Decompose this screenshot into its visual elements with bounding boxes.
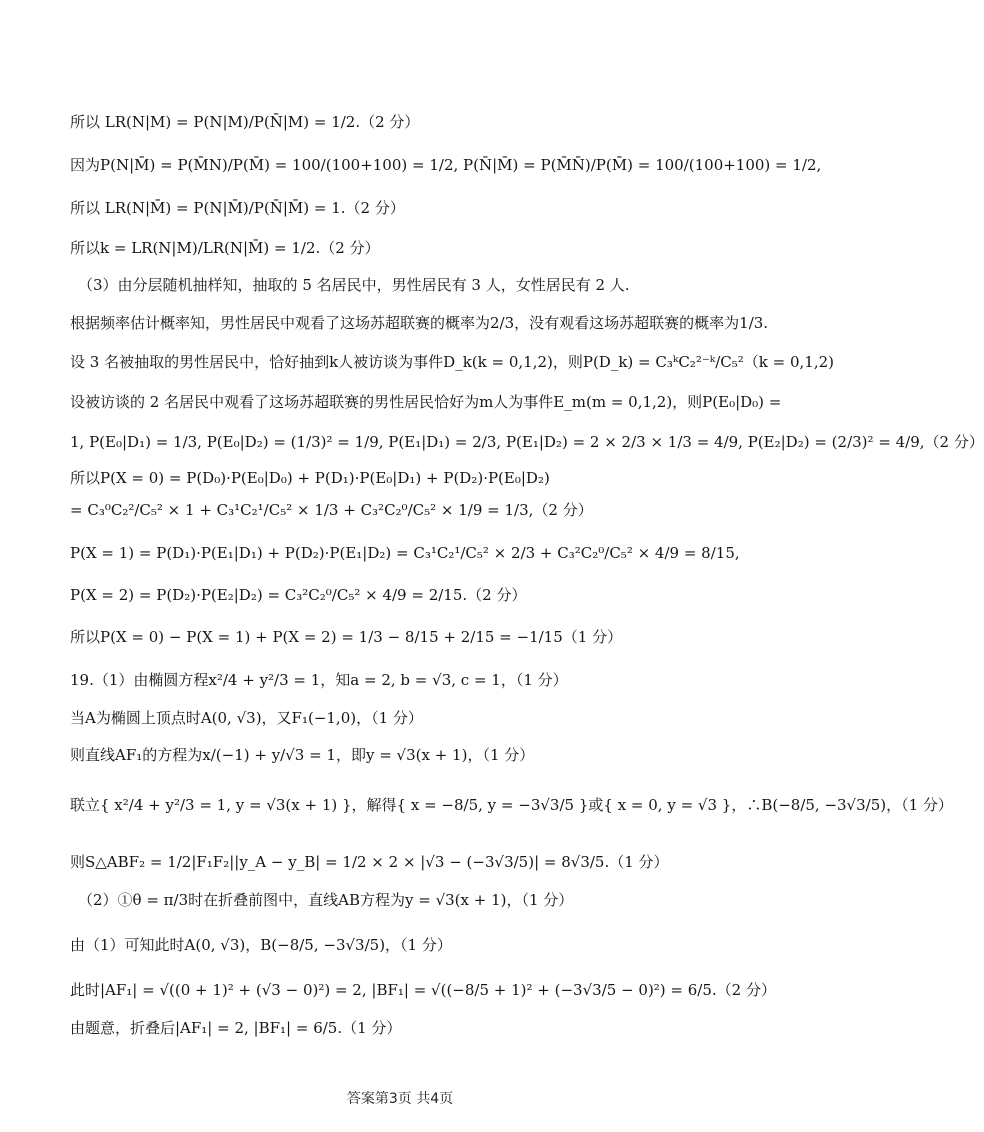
text-line: 所以k = LR(N|M)/LR(N|M̄) = 1/2.（2 分）: [70, 239, 380, 257]
text-line: 此时|AF₁| = √((0 + 1)² + (√3 − 0)²) = 2, |BF₁| = √((−8/5 + 1)² + (−3√3/5 − 0)²) = 6/5.（2 分）: [70, 981, 776, 999]
text-line: 根据频率估计概率知，男性居民中观看了这场苏超联赛的概率为2/3，没有观看这场苏超联赛的概率为1/3.: [70, 314, 769, 332]
text-line: 当A为椭圆上顶点时A(0, √3)，又F₁(−1,0)，（1 分）: [70, 709, 423, 727]
text-line: 所以P(X = 0) = P(D₀)·P(E₀|D₀) + P(D₁)·P(E₀|D₁) + P(D₂)·P(E₀|D₂): [70, 469, 550, 487]
text-line: 19.（1）由椭圆方程x²/4 + y²/3 = 1，知a = 2, b = √3, c = 1，（1 分）: [70, 671, 568, 689]
text-line: 则直线AF₁的方程为x/(−1) + y/√3 = 1，即y = √3(x + 1)，（1 分）: [70, 746, 535, 764]
text-line: 联立{ x²/4 + y²/3 = 1, y = √3(x + 1) }，解得{ x = −8/5, y = −3√3/5 }或{ x = 0, y = √3 }，∴B(−8/5, −3√3/5)，（1 分）: [70, 796, 953, 814]
text-line: 由（1）可知此时A(0, √3)，B(−8/5, −3√3/5)，（1 分）: [70, 936, 452, 954]
text-line: 1, P(E₀|D₁) = 1/3, P(E₀|D₂) = (1/3)² = 1/9, P(E₁|D₁) = 2/3, P(E₁|D₂) = 2 × 2/3 × 1/3 = 4/9, P(E₂|D₂) = (2/3)² = 4/9,（2 分）: [70, 433, 984, 451]
text-line: P(X = 2) = P(D₂)·P(E₂|D₂) = C₃²C₂⁰/C₅² × 4/9 = 2/15.（2 分）: [70, 586, 527, 604]
text-line: 所以 LR(N|M) = P(N|M)/P(N̄|M) = 1/2.（2 分）: [70, 113, 420, 131]
text-line: 设 3 名被抽取的男性居民中，恰好抽到k人被访谈为事件D_k(k = 0,1,2)，则P(D_k) = C₃ᵏC₂²⁻ᵏ/C₅²（k = 0,1,2): [70, 353, 834, 371]
text-line: （2）①θ = π/3时在折叠前图中，直线AB方程为y = √3(x + 1)，（1 分）: [78, 891, 574, 909]
text-line: 所以P(X = 0) − P(X = 1) + P(X = 2) = 1/3 − 8/15 + 2/15 = −1/15（1 分）: [70, 628, 623, 646]
text-line: 设被访谈的 2 名居民中观看了这场苏超联赛的男性居民恰好为m人为事件E_m(m = 0,1,2)，则P(E₀|D₀) =: [70, 393, 782, 411]
text-line: P(X = 1) = P(D₁)·P(E₁|D₁) + P(D₂)·P(E₁|D₂) = C₃¹C₂¹/C₅² × 2/3 + C₃²C₂⁰/C₅² × 4/9 = 8/15,: [70, 544, 740, 562]
text-line: （3）由分层随机抽样知，抽取的 5 名居民中，男性居民有 3 人，女性居民有 2 人.: [78, 276, 630, 294]
text-line: = C₃⁰C₂²/C₅² × 1 + C₃¹C₂¹/C₅² × 1/3 + C₃²C₂⁰/C₅² × 1/9 = 1/3,（2 分）: [70, 501, 593, 519]
text-line: 所以 LR(N|M̄) = P(N|M̄)/P(N̄|M̄) = 1.（2 分）: [70, 199, 405, 217]
text-line: 则S△ABF₂ = 1/2|F₁F₂||y_A − y_B| = 1/2 × 2 × |√3 − (−3√3/5)| = 8√3/5.（1 分）: [70, 853, 669, 871]
page-footer: 答案第3页 共4页: [346, 1091, 454, 1107]
text-line: 因为P(N|M̄) = P(M̄N)/P(M̄) = 100/(100+100) = 1/2, P(N̄|M̄) = P(M̄N̄)/P(M̄) = 100/(100+100) = 1/2,: [70, 156, 822, 174]
text-line: 由题意，折叠后|AF₁| = 2, |BF₁| = 6/5.（1 分）: [70, 1019, 402, 1037]
